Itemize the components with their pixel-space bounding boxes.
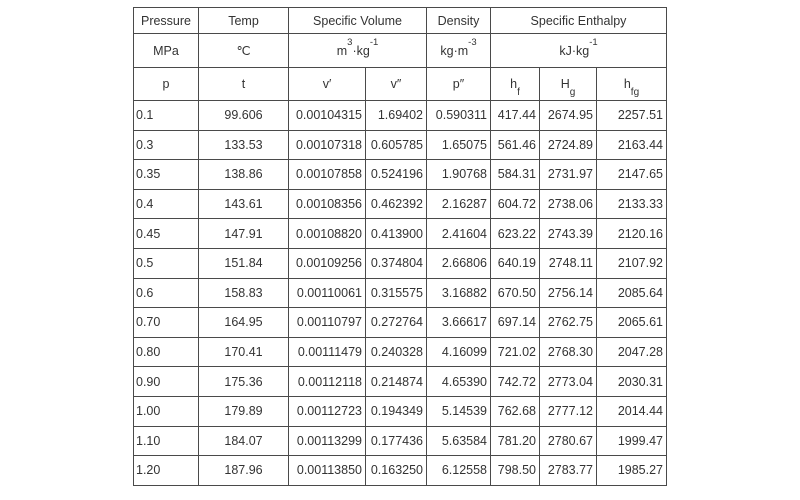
table-cell: 762.68 [491,396,540,426]
table-cell: 2.16287 [427,189,491,219]
table-cell: 0.4 [134,189,199,219]
symbol-pressure: p [134,68,199,101]
table-row [134,337,667,367]
unit-specific-volume [289,34,427,68]
table-cell: 0.177436 [366,426,427,456]
table-cell: 4.16099 [427,337,491,367]
table-cell: 0.5 [134,248,199,278]
table-cell: 2756.14 [540,278,597,308]
unit-volume-exponent: 3 [347,37,353,49]
table-cell: 175.36 [199,367,289,397]
table-cell: 2133.33 [597,189,667,219]
table-cell: 0.00110061 [289,278,366,308]
table-cell: 721.02 [491,337,540,367]
table-cell: 147.91 [199,219,289,249]
table-cell: 2783.77 [540,456,597,486]
table-cell: 2748.11 [540,248,597,278]
symbol-v-double-prime: v″ [366,68,427,101]
table-cell: 164.95 [199,308,289,338]
symbol-v-prime: v′ [289,68,366,101]
table-cell: 0.00112723 [289,396,366,426]
unit-enthalpy [491,34,667,68]
symbol-hg-subscript: g [569,86,576,98]
table-cell: 2014.44 [597,396,667,426]
table-cell: 2731.97 [540,160,597,190]
table-row [134,101,667,131]
table-cell: 2724.89 [540,130,597,160]
table-cell: 742.72 [491,367,540,397]
unit-density-base: kg·m [440,43,469,58]
table-cell: 3.16882 [427,278,491,308]
unit-volume-exponent2: -1 [369,37,379,49]
table-cell: 1.00 [134,396,199,426]
unit-enthalpy-base: kJ·kg [559,43,590,58]
table-cell: 170.41 [199,337,289,367]
table-row [134,456,667,486]
table-cell: 2163.44 [597,130,667,160]
unit-enthalpy-exponent: -1 [589,37,598,49]
table-cell: 417.44 [491,101,540,131]
table-cell: 0.194349 [366,396,427,426]
table-cell: 2738.06 [540,189,597,219]
table-cell: 2773.04 [540,367,597,397]
symbol-hf-base: h [510,77,518,91]
table-cell: 0.35 [134,160,199,190]
saturated-steam-table [133,7,667,486]
table-cell: 133.53 [199,130,289,160]
table-cell: 2257.51 [597,101,667,131]
table-header [134,8,667,101]
table-body [134,101,667,486]
table-cell: 0.163250 [366,456,427,486]
header-group-row [134,8,667,34]
table-cell: 187.96 [199,456,289,486]
table-cell: 1.20 [134,456,199,486]
table-cell: 798.50 [491,456,540,486]
table-cell: 640.19 [491,248,540,278]
table-cell: 623.22 [491,219,540,249]
table-cell: 1.65075 [427,130,491,160]
table-cell: 604.72 [491,189,540,219]
col-header-density: Density [427,8,491,34]
table-cell: 2.66806 [427,248,491,278]
symbol-hg-base: H [560,77,570,91]
symbol-hfg [597,68,667,101]
table-cell: 2674.95 [540,101,597,131]
table-cell: 99.606 [199,101,289,131]
table-cell: 0.00113850 [289,456,366,486]
unit-density-exponent: -3 [468,37,477,49]
unit-volume-base: m [336,43,348,58]
table-cell: 0.70 [134,308,199,338]
table-cell: 0.90 [134,367,199,397]
table-cell: 4.65390 [427,367,491,397]
table-cell: 0.00104315 [289,101,366,131]
table-cell: 0.1 [134,101,199,131]
table-cell: 5.14539 [427,396,491,426]
col-header-specific-enthalpy: Specific Enthalpy [491,8,667,34]
table-cell: 1.69402 [366,101,427,131]
table-row [134,248,667,278]
table-cell: 0.240328 [366,337,427,367]
table-cell: 143.61 [199,189,289,219]
symbol-density-double-prime: p″ [427,68,491,101]
table-cell: 0.374804 [366,248,427,278]
table-row [134,278,667,308]
table-cell: 2120.16 [597,219,667,249]
table-cell: 2147.65 [597,160,667,190]
table-cell: 2085.64 [597,278,667,308]
col-header-temp: Temp [199,8,289,34]
table-cell: 0.6 [134,278,199,308]
header-units-row [134,34,667,68]
table-cell: 179.89 [199,396,289,426]
table-cell: 2107.92 [597,248,667,278]
table-cell: 2047.28 [597,337,667,367]
table-row [134,367,667,397]
table-cell: 0.214874 [366,367,427,397]
table-row [134,219,667,249]
table-cell: 0.00108356 [289,189,366,219]
table-row [134,160,667,190]
table-cell: 697.14 [491,308,540,338]
table-cell: 2030.31 [597,367,667,397]
unit-temp: ℃ [199,34,289,68]
table-cell: 138.86 [199,160,289,190]
table-cell: 0.00107318 [289,130,366,160]
table-cell: 670.50 [491,278,540,308]
table-cell: 0.00110797 [289,308,366,338]
table-cell: 2.41604 [427,219,491,249]
symbol-hf [491,68,540,101]
table-cell: 0.00108820 [289,219,366,249]
table-cell: 1985.27 [597,456,667,486]
table-cell: 151.84 [199,248,289,278]
col-header-specific-volume: Specific Volume [289,8,427,34]
table-cell: 0.00107858 [289,160,366,190]
table-cell: 0.524196 [366,160,427,190]
table-row [134,426,667,456]
table-cell: 5.63584 [427,426,491,456]
saturated-steam-table-container [133,7,667,486]
table-cell: 2762.75 [540,308,597,338]
table-cell: 0.00112118 [289,367,366,397]
table-cell: 2777.12 [540,396,597,426]
table-row [134,130,667,160]
table-cell: 0.00111479 [289,337,366,367]
table-cell: 0.590311 [427,101,491,131]
table-row [134,308,667,338]
table-cell: 1.90768 [427,160,491,190]
symbol-temp: t [199,68,289,101]
table-cell: 3.66617 [427,308,491,338]
table-row [134,189,667,219]
unit-density [427,34,491,68]
table-cell: 0.315575 [366,278,427,308]
table-cell: 0.45 [134,219,199,249]
table-cell: 0.413900 [366,219,427,249]
table-cell: 0.3 [134,130,199,160]
unit-volume-mid: ·kg [352,43,370,58]
header-symbols-row [134,68,667,101]
table-cell: 1.10 [134,426,199,456]
table-cell: 2743.39 [540,219,597,249]
table-cell: 561.46 [491,130,540,160]
symbol-hfg-subscript: fg [630,86,640,98]
table-cell: 0.462392 [366,189,427,219]
table-row [134,396,667,426]
table-cell: 6.12558 [427,456,491,486]
table-cell: 781.20 [491,426,540,456]
symbol-hg [540,68,597,101]
table-cell: 0.00109256 [289,248,366,278]
table-cell: 584.31 [491,160,540,190]
table-cell: 2780.67 [540,426,597,456]
table-cell: 158.83 [199,278,289,308]
table-cell: 0.272764 [366,308,427,338]
symbol-hf-subscript: f [517,86,520,98]
table-cell: 1999.47 [597,426,667,456]
table-cell: 0.605785 [366,130,427,160]
table-cell: 0.00113299 [289,426,366,456]
unit-pressure: MPa [134,34,199,68]
table-cell: 184.07 [199,426,289,456]
table-cell: 2768.30 [540,337,597,367]
table-cell: 2065.61 [597,308,667,338]
symbol-hfg-base: h [623,77,631,91]
col-header-pressure: Pressure [134,8,199,34]
table-cell: 0.80 [134,337,199,367]
